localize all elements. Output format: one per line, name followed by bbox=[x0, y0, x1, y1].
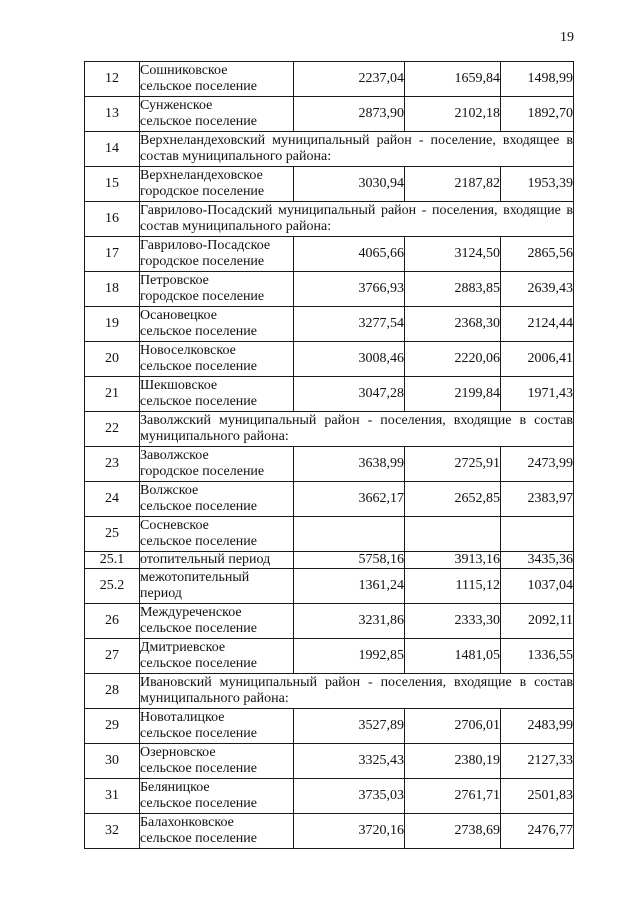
value-cell-3: 1037,04 bbox=[501, 569, 574, 604]
settlement-name-line: Сошниковское bbox=[140, 63, 228, 78]
value-cell-2: 3124,50 bbox=[405, 237, 501, 272]
value-cell-3: 2383,97 bbox=[501, 482, 574, 517]
value-cell-1: 5758,16 bbox=[294, 552, 405, 569]
page-number: 19 bbox=[560, 30, 574, 45]
settlement-name bbox=[140, 604, 294, 639]
table-row bbox=[85, 342, 574, 377]
value-cell-3: 2006,41 bbox=[501, 342, 574, 377]
row-number: 26 bbox=[85, 604, 140, 639]
value-cell-2: 1115,12 bbox=[405, 569, 501, 604]
row-number: 12 bbox=[85, 62, 140, 97]
settlement-name-line: Осановецкое bbox=[140, 308, 217, 323]
value-cell-2: 2368,30 bbox=[405, 307, 501, 342]
row-number: 24 bbox=[85, 482, 140, 517]
settlement-name bbox=[140, 569, 294, 604]
settlement-name-line: городское поселение bbox=[140, 464, 265, 479]
value-cell-3: 2127,33 bbox=[501, 744, 574, 779]
value-cell-3: 1892,70 bbox=[501, 97, 574, 132]
settlement-name bbox=[140, 167, 294, 202]
row-number: 18 bbox=[85, 272, 140, 307]
row-number: 17 bbox=[85, 237, 140, 272]
settlement-name-line: Шекшовское bbox=[140, 378, 218, 393]
value-cell-1: 3047,28 bbox=[294, 377, 405, 412]
row-number: 28 bbox=[85, 674, 140, 709]
table-row bbox=[85, 482, 574, 517]
value-cell-1: 2873,90 bbox=[294, 97, 405, 132]
value-cell-3: 2639,43 bbox=[501, 272, 574, 307]
settlement-name-line: Новоселковское bbox=[140, 343, 236, 358]
settlement-name-line: Беляницкое bbox=[140, 780, 210, 795]
settlement-name-line: сельское поселение bbox=[140, 761, 257, 776]
settlement-name-line: сельское поселение bbox=[140, 726, 257, 741]
value-cell-2: 2199,84 bbox=[405, 377, 501, 412]
table-row bbox=[85, 237, 574, 272]
table-row bbox=[85, 62, 574, 97]
district-header: Верхнеландеховский муниципальный район - поселение, входящее в состав муниципального района: bbox=[140, 132, 574, 167]
table-row bbox=[85, 307, 574, 342]
settlement-name-line: городское поселение bbox=[140, 254, 265, 269]
settlement-name-line: сельское поселение bbox=[140, 796, 257, 811]
value-cell-2: 2187,82 bbox=[405, 167, 501, 202]
settlement-name bbox=[140, 272, 294, 307]
row-number: 31 bbox=[85, 779, 140, 814]
row-number: 25.1 bbox=[85, 552, 140, 569]
table-row bbox=[85, 604, 574, 639]
value-cell-1: 3008,46 bbox=[294, 342, 405, 377]
row-number: 25.2 bbox=[85, 569, 140, 604]
value-cell-3: 1336,55 bbox=[501, 639, 574, 674]
value-cell-3: 2092,11 bbox=[501, 604, 574, 639]
settlement-name-line: сельское поселение bbox=[140, 534, 257, 549]
settlement-name-line: сельское поселение bbox=[140, 831, 257, 846]
settlement-name-line: Заволжское bbox=[140, 448, 209, 463]
data-table bbox=[84, 61, 574, 849]
value-cell-1: 3325,43 bbox=[294, 744, 405, 779]
value-cell-3: 1971,43 bbox=[501, 377, 574, 412]
settlement-name bbox=[140, 237, 294, 272]
settlement-name-line: сельское поселение bbox=[140, 324, 257, 339]
table-row bbox=[85, 709, 574, 744]
table-row bbox=[85, 447, 574, 482]
value-cell-2 bbox=[405, 517, 501, 552]
settlement-name bbox=[140, 744, 294, 779]
settlement-name-line: сельское поселение bbox=[140, 114, 257, 129]
value-cell-3: 1953,39 bbox=[501, 167, 574, 202]
settlement-name-line: городское поселение bbox=[140, 184, 265, 199]
value-cell-1: 2237,04 bbox=[294, 62, 405, 97]
settlement-name bbox=[140, 552, 294, 569]
value-cell-1: 3720,16 bbox=[294, 814, 405, 849]
row-number: 27 bbox=[85, 639, 140, 674]
settlement-name-line: Озерновское bbox=[140, 745, 216, 760]
settlement-name bbox=[140, 709, 294, 744]
value-cell-1: 1992,85 bbox=[294, 639, 405, 674]
table-row bbox=[85, 552, 574, 569]
settlement-name bbox=[140, 779, 294, 814]
value-cell-3: 2501,83 bbox=[501, 779, 574, 814]
settlement-name bbox=[140, 482, 294, 517]
table-row bbox=[85, 639, 574, 674]
settlement-name-line: Междуреченское bbox=[140, 605, 242, 620]
settlement-name-line: городское поселение bbox=[140, 289, 265, 304]
value-cell-1: 4065,66 bbox=[294, 237, 405, 272]
row-number: 15 bbox=[85, 167, 140, 202]
table-row bbox=[85, 814, 574, 849]
settlement-name-line: Сунженское bbox=[140, 98, 213, 113]
value-cell-3 bbox=[501, 517, 574, 552]
table-row bbox=[85, 167, 574, 202]
value-cell-2: 2725,91 bbox=[405, 447, 501, 482]
section-header-row bbox=[85, 202, 574, 237]
value-cell-3: 2483,99 bbox=[501, 709, 574, 744]
district-header: Гаврилово-Посадский муниципальный район - поселения, входящие в состав муниципального района: bbox=[140, 202, 574, 237]
settlement-name-line: Волжское bbox=[140, 483, 199, 498]
settlement-name bbox=[140, 639, 294, 674]
value-cell-3: 1498,99 bbox=[501, 62, 574, 97]
value-cell-3: 2865,56 bbox=[501, 237, 574, 272]
settlement-name bbox=[140, 377, 294, 412]
value-cell-2: 2102,18 bbox=[405, 97, 501, 132]
table-body bbox=[85, 62, 574, 849]
row-number: 25 bbox=[85, 517, 140, 552]
settlement-name-line: Дмитриевское bbox=[140, 640, 226, 655]
value-cell-1: 3527,89 bbox=[294, 709, 405, 744]
table-row bbox=[85, 517, 574, 552]
row-number: 23 bbox=[85, 447, 140, 482]
row-number: 22 bbox=[85, 412, 140, 447]
row-number: 16 bbox=[85, 202, 140, 237]
value-cell-1: 3231,86 bbox=[294, 604, 405, 639]
value-cell-2: 2738,69 bbox=[405, 814, 501, 849]
table-row bbox=[85, 377, 574, 412]
row-number: 32 bbox=[85, 814, 140, 849]
settlement-name-line: Балахонковское bbox=[140, 815, 234, 830]
value-cell-2: 2380,19 bbox=[405, 744, 501, 779]
section-header-row bbox=[85, 674, 574, 709]
settlement-name-line: Сосневское bbox=[140, 518, 209, 533]
table-row bbox=[85, 569, 574, 604]
table-row bbox=[85, 97, 574, 132]
value-cell-1 bbox=[294, 517, 405, 552]
settlement-name-line: Петровское bbox=[140, 273, 209, 288]
value-cell-1: 3638,99 bbox=[294, 447, 405, 482]
value-cell-1: 3766,93 bbox=[294, 272, 405, 307]
value-cell-3: 2124,44 bbox=[501, 307, 574, 342]
row-number: 30 bbox=[85, 744, 140, 779]
row-number: 29 bbox=[85, 709, 140, 744]
value-cell-1: 3735,03 bbox=[294, 779, 405, 814]
value-cell-1: 1361,24 bbox=[294, 569, 405, 604]
settlement-name-line: сельское поселение bbox=[140, 499, 257, 514]
row-number: 14 bbox=[85, 132, 140, 167]
settlement-name-line: сельское поселение bbox=[140, 394, 257, 409]
table-row bbox=[85, 744, 574, 779]
settlement-name-line: Гаврилово-Посадское bbox=[140, 238, 271, 253]
settlement-name-line: сельское поселение bbox=[140, 656, 257, 671]
value-cell-2: 2706,01 bbox=[405, 709, 501, 744]
settlement-name bbox=[140, 814, 294, 849]
row-number: 21 bbox=[85, 377, 140, 412]
settlement-name bbox=[140, 342, 294, 377]
settlement-name-line: период bbox=[140, 586, 182, 601]
settlement-name bbox=[140, 307, 294, 342]
value-cell-3: 3435,36 bbox=[501, 552, 574, 569]
district-header: Заволжский муниципальный район - поселения, входящие в состав муниципального района: bbox=[140, 412, 574, 447]
section-header-row bbox=[85, 132, 574, 167]
table-row bbox=[85, 779, 574, 814]
value-cell-1: 3277,54 bbox=[294, 307, 405, 342]
value-cell-2: 3913,16 bbox=[405, 552, 501, 569]
district-header: Ивановский муниципальный район - поселения, входящие в состав муниципального района: bbox=[140, 674, 574, 709]
settlement-name-line: сельское поселение bbox=[140, 621, 257, 636]
row-number: 13 bbox=[85, 97, 140, 132]
value-cell-3: 2473,99 bbox=[501, 447, 574, 482]
value-cell-2: 2883,85 bbox=[405, 272, 501, 307]
settlement-name-line: отопительный период bbox=[140, 552, 271, 567]
value-cell-3: 2476,77 bbox=[501, 814, 574, 849]
settlement-name-line: сельское поселение bbox=[140, 359, 257, 374]
table-row bbox=[85, 272, 574, 307]
value-cell-2: 2761,71 bbox=[405, 779, 501, 814]
value-cell-2: 2333,30 bbox=[405, 604, 501, 639]
value-cell-2: 1481,05 bbox=[405, 639, 501, 674]
value-cell-2: 1659,84 bbox=[405, 62, 501, 97]
value-cell-2: 2220,06 bbox=[405, 342, 501, 377]
settlement-name bbox=[140, 62, 294, 97]
settlement-name-line: межотопительный bbox=[140, 570, 250, 585]
row-number: 20 bbox=[85, 342, 140, 377]
value-cell-1: 3030,94 bbox=[294, 167, 405, 202]
value-cell-1: 3662,17 bbox=[294, 482, 405, 517]
settlement-name bbox=[140, 517, 294, 552]
settlement-name-line: сельское поселение bbox=[140, 79, 257, 94]
settlement-name-line: Новоталицкое bbox=[140, 710, 225, 725]
settlement-name bbox=[140, 447, 294, 482]
settlement-name bbox=[140, 97, 294, 132]
value-cell-2: 2652,85 bbox=[405, 482, 501, 517]
row-number: 19 bbox=[85, 307, 140, 342]
section-header-row bbox=[85, 412, 574, 447]
settlement-name-line: Верхнеландеховское bbox=[140, 168, 263, 183]
